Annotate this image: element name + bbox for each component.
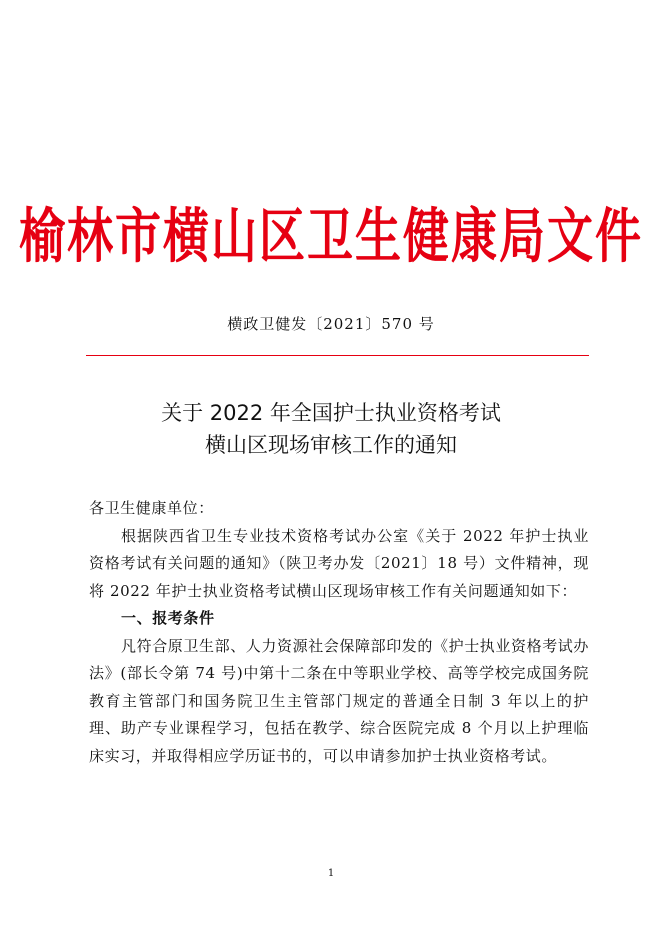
- notice-title-line-1: 关于 2022 年全国护士执业资格考试: [161, 401, 501, 425]
- document-number: 横政卫健发〔2021〕570 号: [227, 315, 435, 333]
- red-divider-line: [86, 355, 589, 356]
- issuing-authority-title: 榆林市横山区卫生健康局文件: [19, 201, 643, 271]
- page-number: 1: [327, 868, 335, 879]
- notice-title: [0, 397, 662, 461]
- body-paragraph-2: 凡符合原卫生部、人力资源社会保障部印发的《护士执业资格考试办法》(部长令第 74 号)中第十二条在中等职业学校、高等学校完成国务院教育主管部门和国务院卫生主管部门规定的普通全日制 3 年以上的护理、助产专业课程学习，包括在教学、综合医院完成 8 个月以上护理临床实习，并取得相应学历证书的，可以申请参加护士执业资格考试。: [89, 636, 590, 765]
- document-body: [89, 495, 589, 770]
- body-paragraph-1: 根据陕西省卫生专业技术资格考试办公室《关于 2022 年护士执业资格考试有关问题的通知》（陕卫考办发〔2021〕18 号）文件精神，现将 2022 年护士执业资格考试横山区现场审核工作有关问题通知如下：: [89, 526, 589, 600]
- section-heading-1: 一、报考条件: [121, 609, 215, 627]
- salutation: 各卫生健康单位：: [89, 499, 214, 517]
- notice-title-line-2: 横山区现场审核工作的通知: [205, 433, 457, 457]
